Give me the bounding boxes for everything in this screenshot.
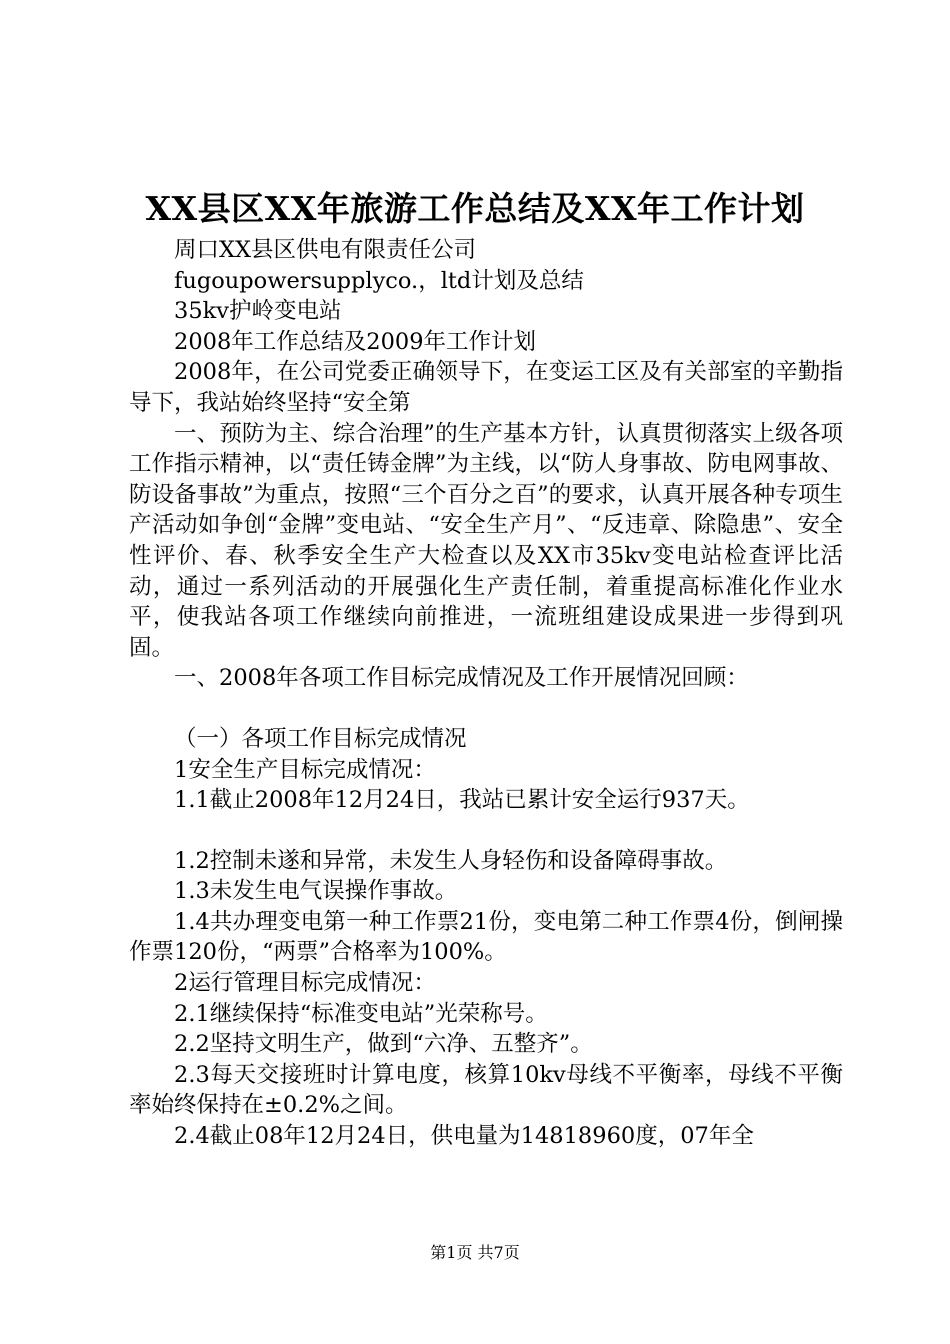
paragraph: 1.3未发生电气误操作事故。: [174, 878, 458, 905]
paragraph: 2.1继续保持“标准变电站”光荣称号。: [174, 1000, 548, 1027]
paragraph: 2.3每天交接班时计算电度，核算10kv母线不平衡率，母线不平衡率始终保持在±0.2%之间。: [129, 1061, 843, 1119]
paragraph: fugoupowersupplyco.，ltd计划及总结: [174, 267, 584, 294]
paragraph: 1.1截止2008年12月24日，我站已累计安全运行937天。: [174, 787, 750, 814]
page-number-footer: 第1页 共7页: [430, 1243, 520, 1262]
paragraph: 2.4截止08年12月24日，供电量为14818960度，07年全: [174, 1123, 754, 1150]
paragraph: 2.2坚持文明生产，做到“六净、五整齐”。: [174, 1031, 593, 1058]
paragraph: 1.2控制未遂和异常，未发生人身轻伤和设备障碍事故。: [174, 847, 728, 874]
paragraph: 1.4共办理变电第一种工作票21份，变电第二种工作票4份，倒闸操作票120份，“两票”合格率为100%。: [129, 908, 843, 966]
paragraph: 2008年工作总结及2009年工作计划: [174, 328, 537, 355]
document-title: XX县区XX年旅游工作总结及XX年工作计划: [145, 189, 805, 228]
paragraph: 一、预防为主、综合治理”的生产基本方针，认真贯彻落实上级各项工作指示精神，以“责任铸金牌”为主线，以“防人身事故、防电网事故、防设备事故”为重点，按照“三个百分之百”的要求，认真开展各种专项生产活动如争创“金牌”变电站、“安全生产月”、“反违章、除隐患”、安全性评价、春、秋季安全生产大检查以及XX市35kv变电站检查评比活动，通过一系列活动的开展强化生产责任制，着重提高标准化作业水平，使我站各项工作继续向前推进，一流班组建设成果进一步得到巩固。: [129, 420, 843, 661]
document-body: [129, 235, 843, 1152]
paragraph: 周口XX县区供电有限责任公司: [174, 237, 477, 263]
paragraph: 2运行管理目标完成情况：: [174, 970, 436, 997]
paragraph: 35kv护岭变电站: [174, 298, 342, 325]
section-heading: 一、2008年各项工作目标完成情况及工作开展情况回顾：: [174, 665, 749, 692]
paragraph: 1安全生产目标完成情况：: [174, 756, 436, 783]
subsection-heading: （一）各项工作目标完成情况: [174, 725, 467, 752]
paragraph: 2008年，在公司党委正确领导下，在变运工区及有关部室的辛勤指导下，我站始终坚持“安全第: [129, 359, 843, 416]
